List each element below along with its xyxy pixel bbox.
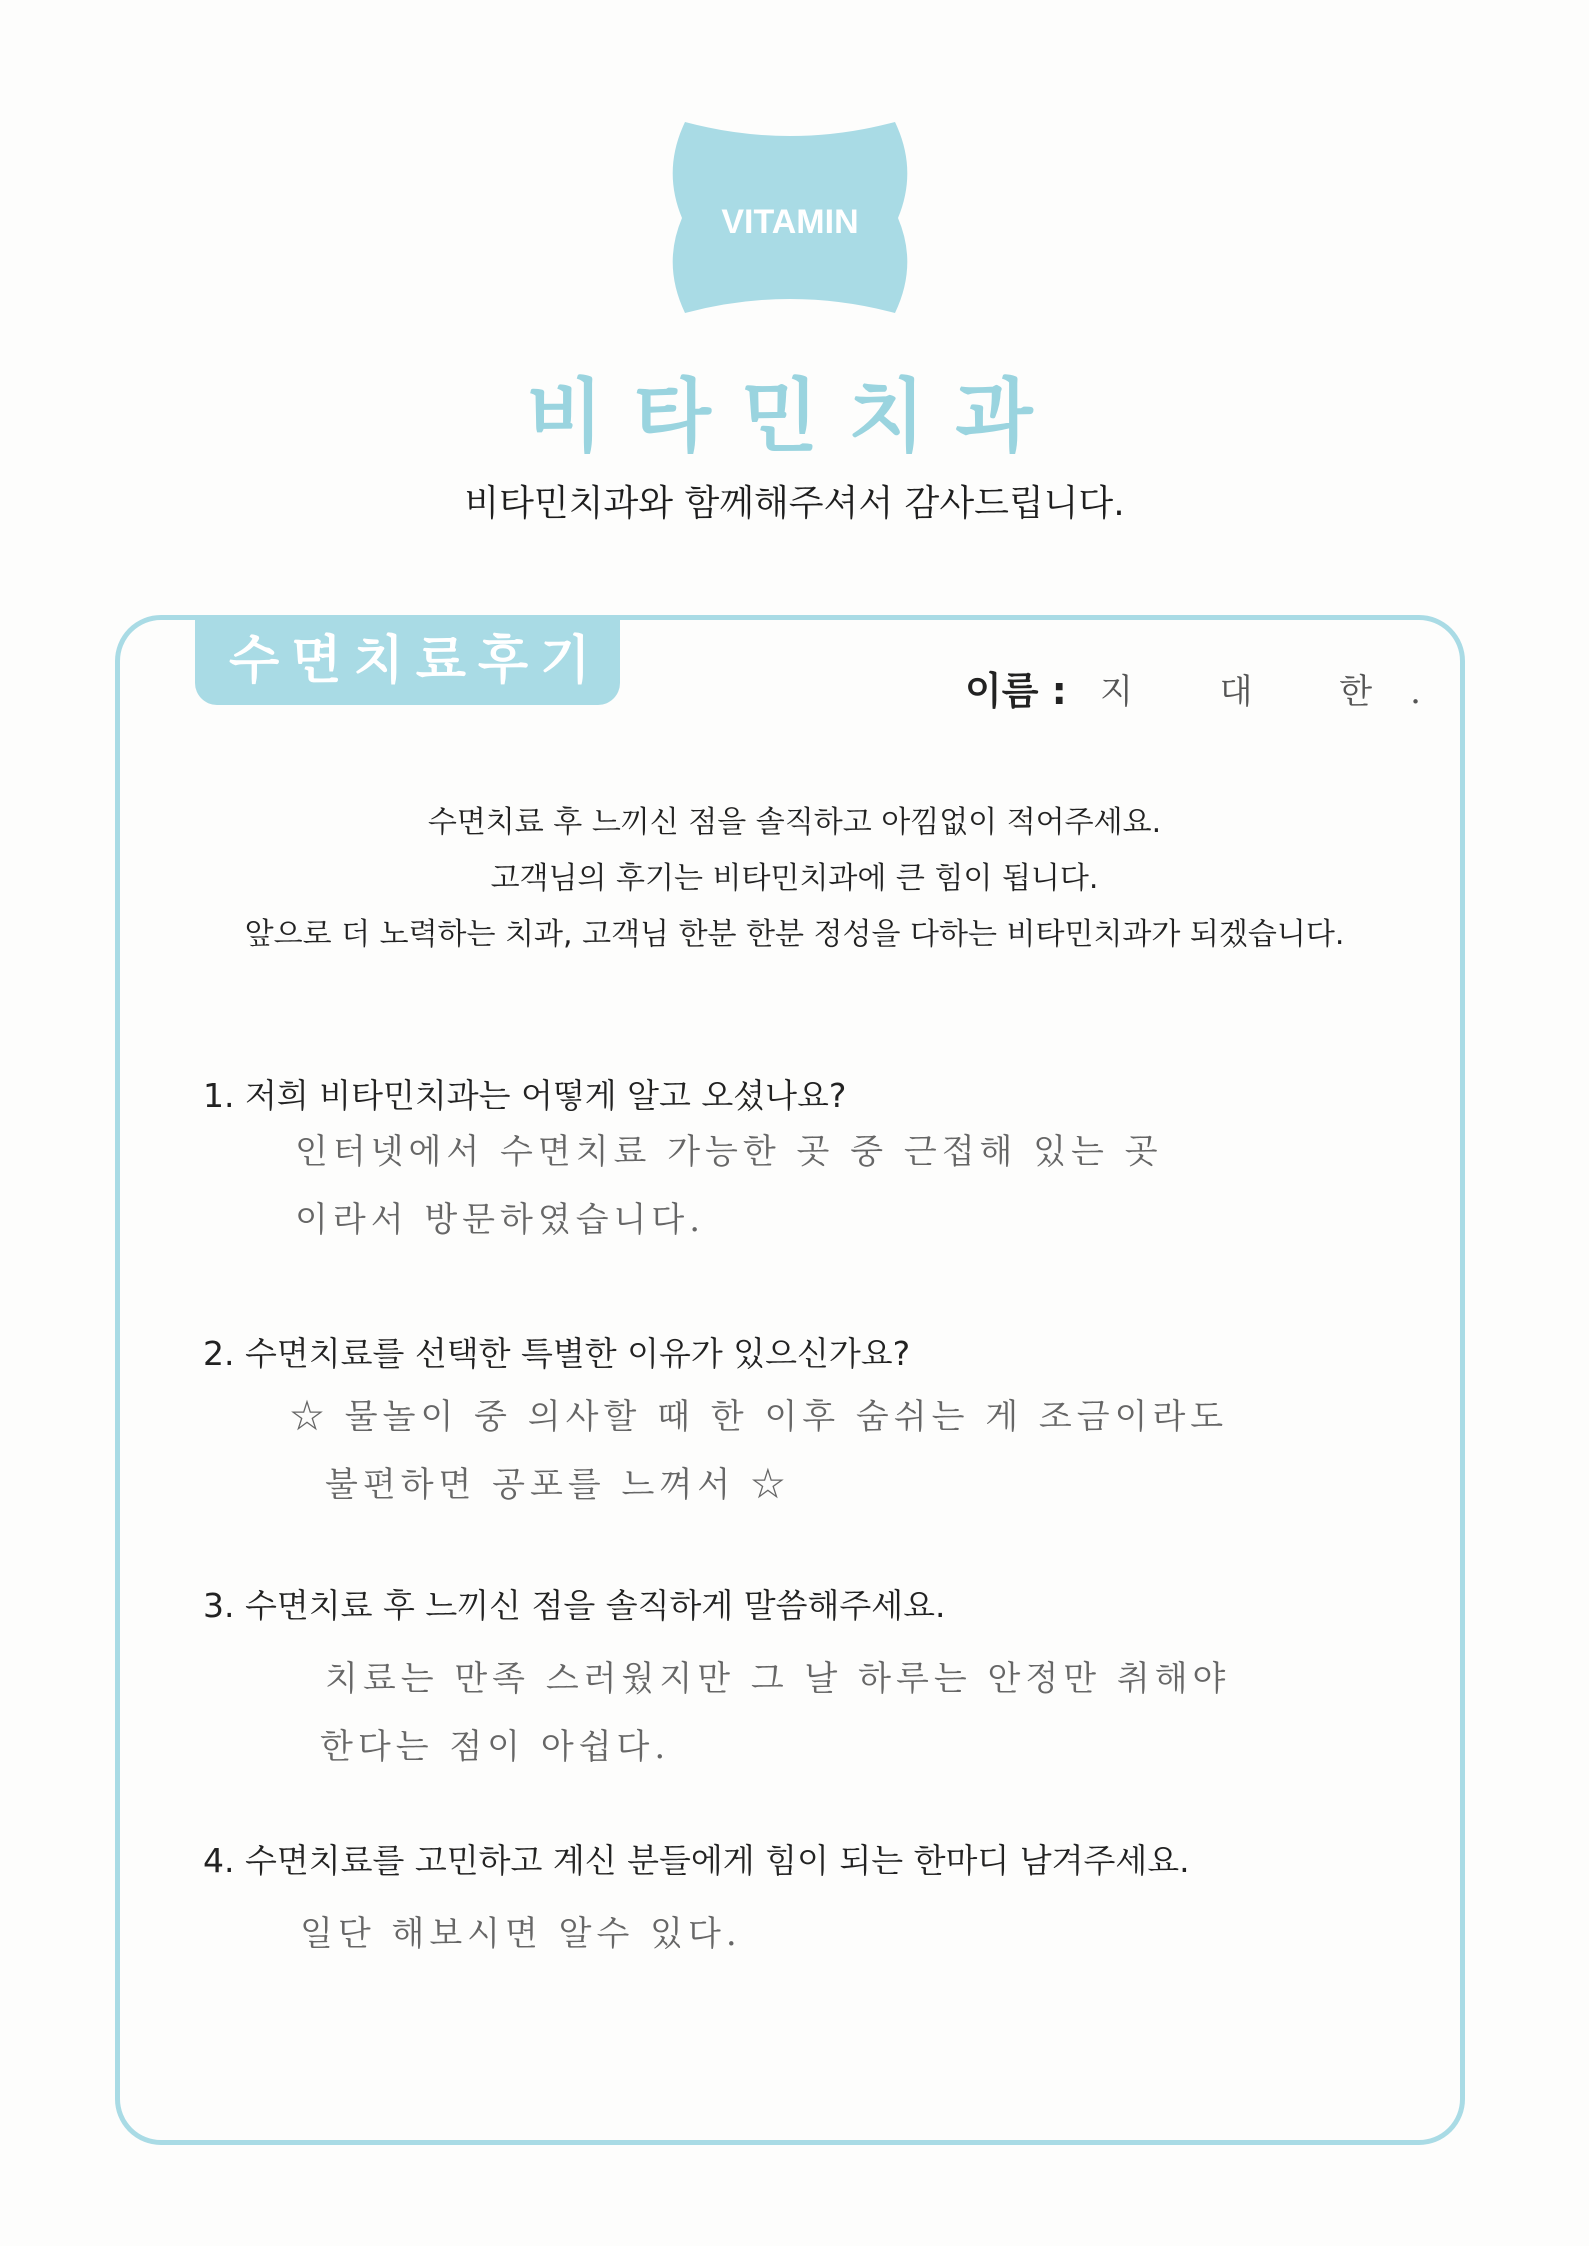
answer-line: 불편하면 공포를 느껴서 ☆ — [325, 1465, 790, 1505]
answer-line: 인터넷에서 수면치료 가능한 곳 중 근접해 있는 곳 — [295, 1132, 1163, 1172]
intro-line: 앞으로 더 노력하는 치과, 고객님 한분 한분 정성을 다하는 비타민치과가 되겠습니다. — [244, 917, 1345, 952]
question-2: 2. 수면치료를 선택한 특별한 이유가 있으신가요? — [203, 1334, 911, 1373]
answer-4 — [300, 1900, 742, 1968]
intro-text — [0, 795, 1589, 963]
answer-line: 치료는 만족 스러웠지만 그 날 하루는 안정만 취해야 — [325, 1659, 1231, 1699]
answer-3 — [320, 1645, 1231, 1781]
answer-1 — [295, 1118, 1163, 1254]
answer-line: 일단 해보시면 알수 있다. — [300, 1914, 742, 1954]
answer-line: ☆ 물놀이 중 의사할 때 한 이후 숨쉬는 게 조금이라도 — [290, 1397, 1229, 1437]
name-label: 이름 : — [965, 669, 1067, 713]
question-4: 4. 수면치료를 고민하고 계신 분들에게 힘이 되는 한마디 남겨주세요. — [203, 1841, 1190, 1880]
intro-line: 고객님의 후기는 비타민치과에 큰 힘이 됩니다. — [490, 861, 1099, 896]
answer-line: 이라서 방문하였습니다. — [295, 1200, 706, 1240]
question-3: 3. 수면치료 후 느끼신 점을 솔직하게 말씀해주세요. — [203, 1586, 946, 1625]
clinic-name: 비타민치과 — [526, 370, 1063, 463]
logo-text: VITAMIN — [721, 203, 859, 241]
thanks-message: 비타민치과와 함께해주셔서 감사드립니다. — [464, 483, 1125, 524]
answer-2 — [290, 1383, 1228, 1519]
question-1: 1. 저희 비타민치과는 어떻게 알고 오셨나요? — [203, 1076, 847, 1115]
vitamin-logo — [660, 110, 920, 325]
section-tab: 수면치료후기 — [195, 617, 620, 705]
name-value: 지 대 한. — [1100, 672, 1459, 712]
intro-line: 수면치료 후 느끼신 점을 솔직하고 아낌없이 적어주세요. — [427, 805, 1162, 840]
answer-line: 한다는 점이 아쉽다. — [320, 1727, 671, 1767]
